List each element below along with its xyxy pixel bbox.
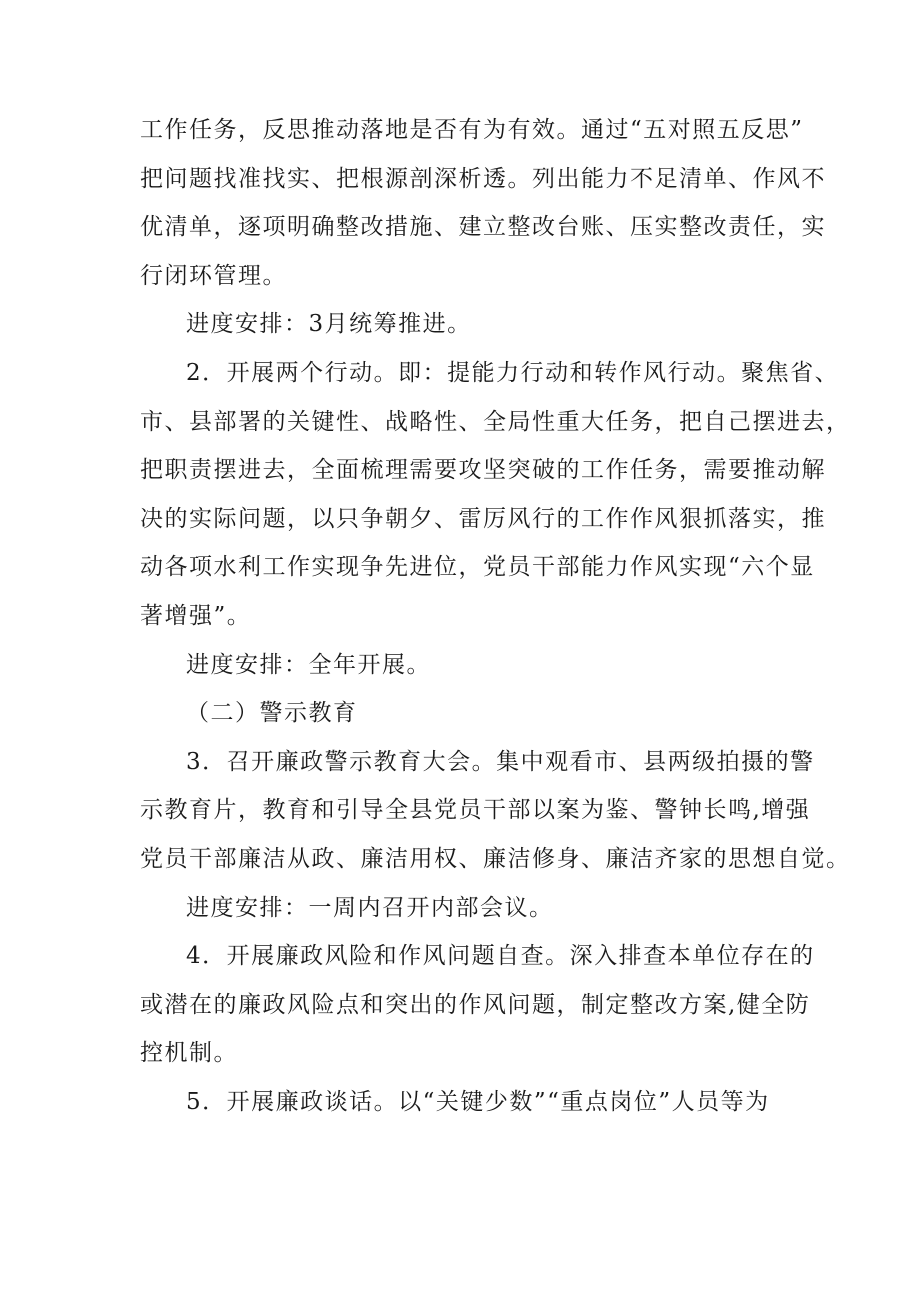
paragraph-line: 市、县部署的关键性、战略性、全局性重大任务，把自己摆进去， xyxy=(140,408,851,435)
item-heading-line: 2．开展两个行动。即：提能力行动和转作风行动。聚焦省、 xyxy=(186,359,840,386)
paragraph-line: 行闭环管理。 xyxy=(140,262,287,289)
paragraph-line: 示教育片，教育和引导全县党员干部以案为鉴、警钟长鸣,增强 xyxy=(140,797,811,824)
paragraph-line: 或潜在的廉政风险点和突出的作风问题，制定整改方案,健全防 xyxy=(140,991,811,1018)
schedule-line: 进度安排：一周内召开内部会议。 xyxy=(186,894,554,921)
paragraph-line: 把职责摆进去，全面梳理需要攻坚突破的工作任务，需要推动解 xyxy=(140,457,826,484)
document-body xyxy=(140,106,851,1126)
paragraph-line: 著增强”。 xyxy=(140,602,252,629)
paragraph-line: 动各项水利工作实现争先进位，党员干部能力作风实现“六个显 xyxy=(140,554,815,581)
item-heading-line: 5．开展廉政谈话。以“关键少数”“重点岗位”人员等为 xyxy=(186,1088,770,1115)
paragraph-line: 决的实际问题，以只争朝夕、雷厉风行的工作作风狠抓落实，推 xyxy=(140,505,826,532)
item-heading-line: 3．召开廉政警示教育大会。集中观看市、县两级拍摄的警 xyxy=(186,748,815,775)
paragraph-line: 把问题找准找实、把根源剖深析透。列出能力不足清单、作风不 xyxy=(140,165,826,192)
paragraph-line: 党员干部廉洁从政、廉洁用权、廉洁修身、廉洁齐家的思想自觉。 xyxy=(140,845,851,872)
schedule-line: 进度安排：全年开展。 xyxy=(186,651,431,678)
section-heading: （二）警示教育 xyxy=(186,700,358,727)
paragraph-line: 控机制。 xyxy=(140,1040,238,1067)
schedule-line: 进度安排：3月统筹推进。 xyxy=(186,311,472,338)
paragraph-line: 工作任务，反思推动落地是否有为有效。通过“五对照五反思” xyxy=(140,117,804,143)
item-heading-line: 4．开展廉政风险和作风问题自查。深入排查本单位存在的 xyxy=(186,943,815,970)
paragraph-line: 优清单，逐项明确整改措施、建立整改台账、压实整改责任，实 xyxy=(140,214,826,241)
